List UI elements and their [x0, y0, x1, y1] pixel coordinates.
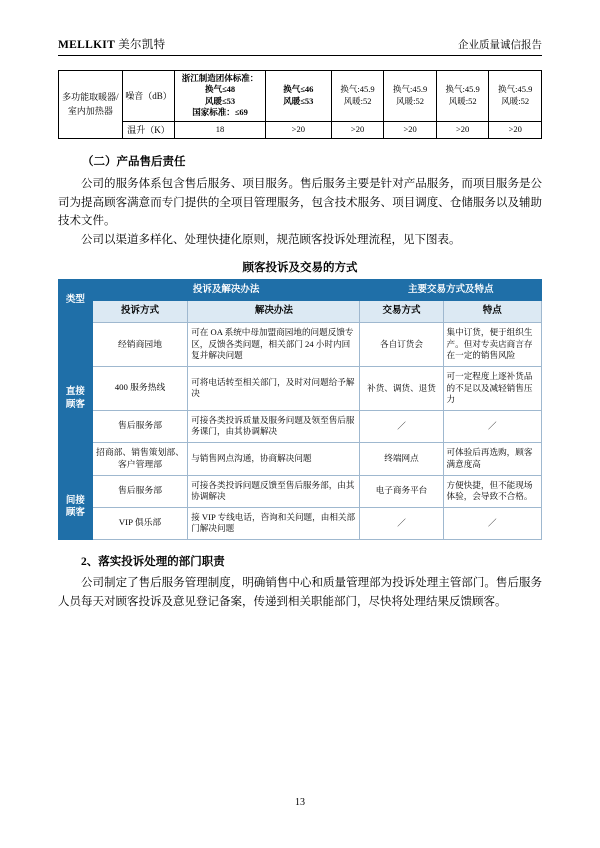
- std-line-1: 浙江制造团体标准：: [181, 73, 259, 83]
- spec-sub-noise: 噪音（dB）: [122, 71, 175, 122]
- cell-line-1: 换气:45.9: [340, 84, 375, 95]
- table-subheader-row: [59, 301, 542, 323]
- trade-feature: ／: [443, 507, 541, 539]
- spec-cell-noise-1: [265, 71, 331, 122]
- cell-line-1: 换气:45.9: [498, 84, 533, 95]
- spec-cell-temp-4: >20: [436, 121, 489, 138]
- cell-line-1: 换气:45.9: [445, 84, 480, 95]
- std-line-4: 国家标准：≤69: [192, 107, 248, 118]
- trade-method: 电子商务平台: [360, 475, 443, 507]
- spec-row-label: 多功能取暖器/室内加热器: [59, 71, 123, 139]
- subsection-paragraph: 公司制定了售后服务管理制度，明确销售中心和质量管理部为投诉处理主管部门。售后服务人员每天对顾客投诉及意见登记备案，传递到相关职能部门，尽快将处理结果反馈顾客。: [58, 577, 542, 608]
- section-paragraph-1: 公司的服务体系包含售后服务、项目服务。售后服务主要是针对产品服务，而项目服务是公司为提高顾客满意而专门提供的全项目管理服务，包含技术服务、项目调度、仓储服务以及辅助技术文件。: [58, 178, 542, 228]
- trade-method: 补货、调货、退货: [360, 366, 443, 410]
- brand-name-cn: 美尔凯特: [118, 39, 166, 51]
- trade-method: ／: [360, 410, 443, 442]
- table-row: [59, 507, 542, 539]
- spec-standard-temp: 18: [175, 121, 266, 138]
- table-row: [59, 71, 542, 122]
- cell-line-2: 风暖:52: [343, 95, 372, 106]
- header-trade-method: 交易方式: [360, 301, 443, 323]
- trade-method: 终端网点: [360, 442, 443, 475]
- spec-standard-noise: [175, 71, 266, 122]
- header-type: 类型: [59, 279, 93, 323]
- cell-line-2: 风暖:52: [501, 95, 530, 106]
- complaint-channel: 售后服务部: [92, 410, 187, 442]
- header-title: 企业质量诚信报告: [458, 40, 542, 51]
- header-feature: 特点: [443, 301, 541, 323]
- spec-cell-noise-2: [331, 71, 384, 122]
- table-row: [59, 121, 542, 138]
- complaint-channel: 招商部、销售策划部、客户管理部: [92, 442, 187, 475]
- spec-table: [58, 70, 542, 139]
- complaint-channel: VIP 俱乐部: [92, 507, 187, 539]
- spec-cell-noise-3: [384, 71, 437, 122]
- spec-cell-temp-5: >20: [489, 121, 542, 138]
- std-line-2: 换气≤48: [204, 84, 236, 95]
- table-row: [59, 475, 542, 507]
- header-complaint-group: 投诉及解决办法: [92, 279, 360, 301]
- complaint-channel: 经销商园地: [92, 323, 187, 367]
- group-type-direct: 直接顾客: [59, 323, 93, 476]
- spec-cell-noise-4: [436, 71, 489, 122]
- complaint-channel: 400 服务热线: [92, 366, 187, 410]
- complaint-solution: 可在 OA 系统中母加盟商园地的问题反馈专区，反馈各类问题，相关部门 24 小时内回复并解决问题: [188, 323, 360, 367]
- header-trade-group: 主要交易方式及特点: [360, 279, 542, 301]
- complaint-solution: 与销售网点沟通，协商解决问题: [188, 442, 360, 475]
- trade-method: ／: [360, 507, 443, 539]
- trade-method: 各自订货会: [360, 323, 443, 367]
- trade-feature: 可体验后再选购，顾客满意度高: [443, 442, 541, 475]
- header-brand: [58, 36, 165, 52]
- table-row: [59, 366, 542, 410]
- complaint-solution: 接 VIP 专线电话，咨询和关问题，由相关部门解决问题: [188, 507, 360, 539]
- page-header: [58, 36, 542, 56]
- spec-cell-temp-3: >20: [384, 121, 437, 138]
- table-row: [59, 410, 542, 442]
- complaint-channel: 售后服务部: [92, 475, 187, 507]
- cell-line-2: 风暖:52: [448, 95, 477, 106]
- cell-line-2: 风暖:52: [396, 95, 425, 106]
- cell-line-2: 风暖≤53: [283, 95, 314, 106]
- section-paragraph-2: 公司以渠道多样化、处理快捷化原则，规范顾客投诉处理流程，见下图表。: [81, 233, 461, 246]
- header-solution: 解决办法: [188, 301, 360, 323]
- complaint-solution: 可接各类投诉问题反馈至售后服务部，由其协调解决: [188, 475, 360, 507]
- trade-feature: 方便快捷，但不能现场体验，会导致不合格。: [443, 475, 541, 507]
- spec-cell-temp-2: >20: [331, 121, 384, 138]
- subsection-heading: 2、落实投诉处理的部门职责: [81, 556, 225, 569]
- table-header-row: [59, 279, 542, 301]
- brand-name: MELLKIT: [58, 39, 116, 51]
- page-number: 13: [295, 797, 305, 808]
- trade-feature: 集中订货，便于组织生产。但对专卖店商言存在一定的销售风险: [443, 323, 541, 367]
- cell-line-1: 换气:45.9: [392, 84, 428, 95]
- std-line-3: 风暖≤53: [204, 95, 236, 106]
- complaint-solution: 可将电话转至相关部门，及时对问题给予解决: [188, 366, 360, 410]
- cell-line-1: 换气≤46: [283, 84, 314, 95]
- spec-sub-temp: 温升（K）: [122, 121, 175, 138]
- complaint-table: [58, 279, 542, 541]
- section-title: （二）产品售后责任: [82, 156, 186, 169]
- spec-cell-temp-1: >20: [265, 121, 331, 138]
- trade-feature: 可一定程度上逐补货品的不足以及减轻销售压力: [443, 366, 541, 410]
- trade-feature: ／: [443, 410, 541, 442]
- header-complaint-method: 投诉方式: [92, 301, 187, 323]
- table-caption: 顾客投诉及交易的方式: [242, 261, 358, 274]
- table-row: [59, 323, 542, 367]
- complaint-solution: 可接各类投诉质量及服务问题及领至售后服务课门，由其协调解决: [188, 410, 360, 442]
- table-row: [59, 442, 542, 475]
- group-type-indirect: 间接顾客: [59, 475, 93, 539]
- spec-cell-noise-5: [489, 71, 542, 122]
